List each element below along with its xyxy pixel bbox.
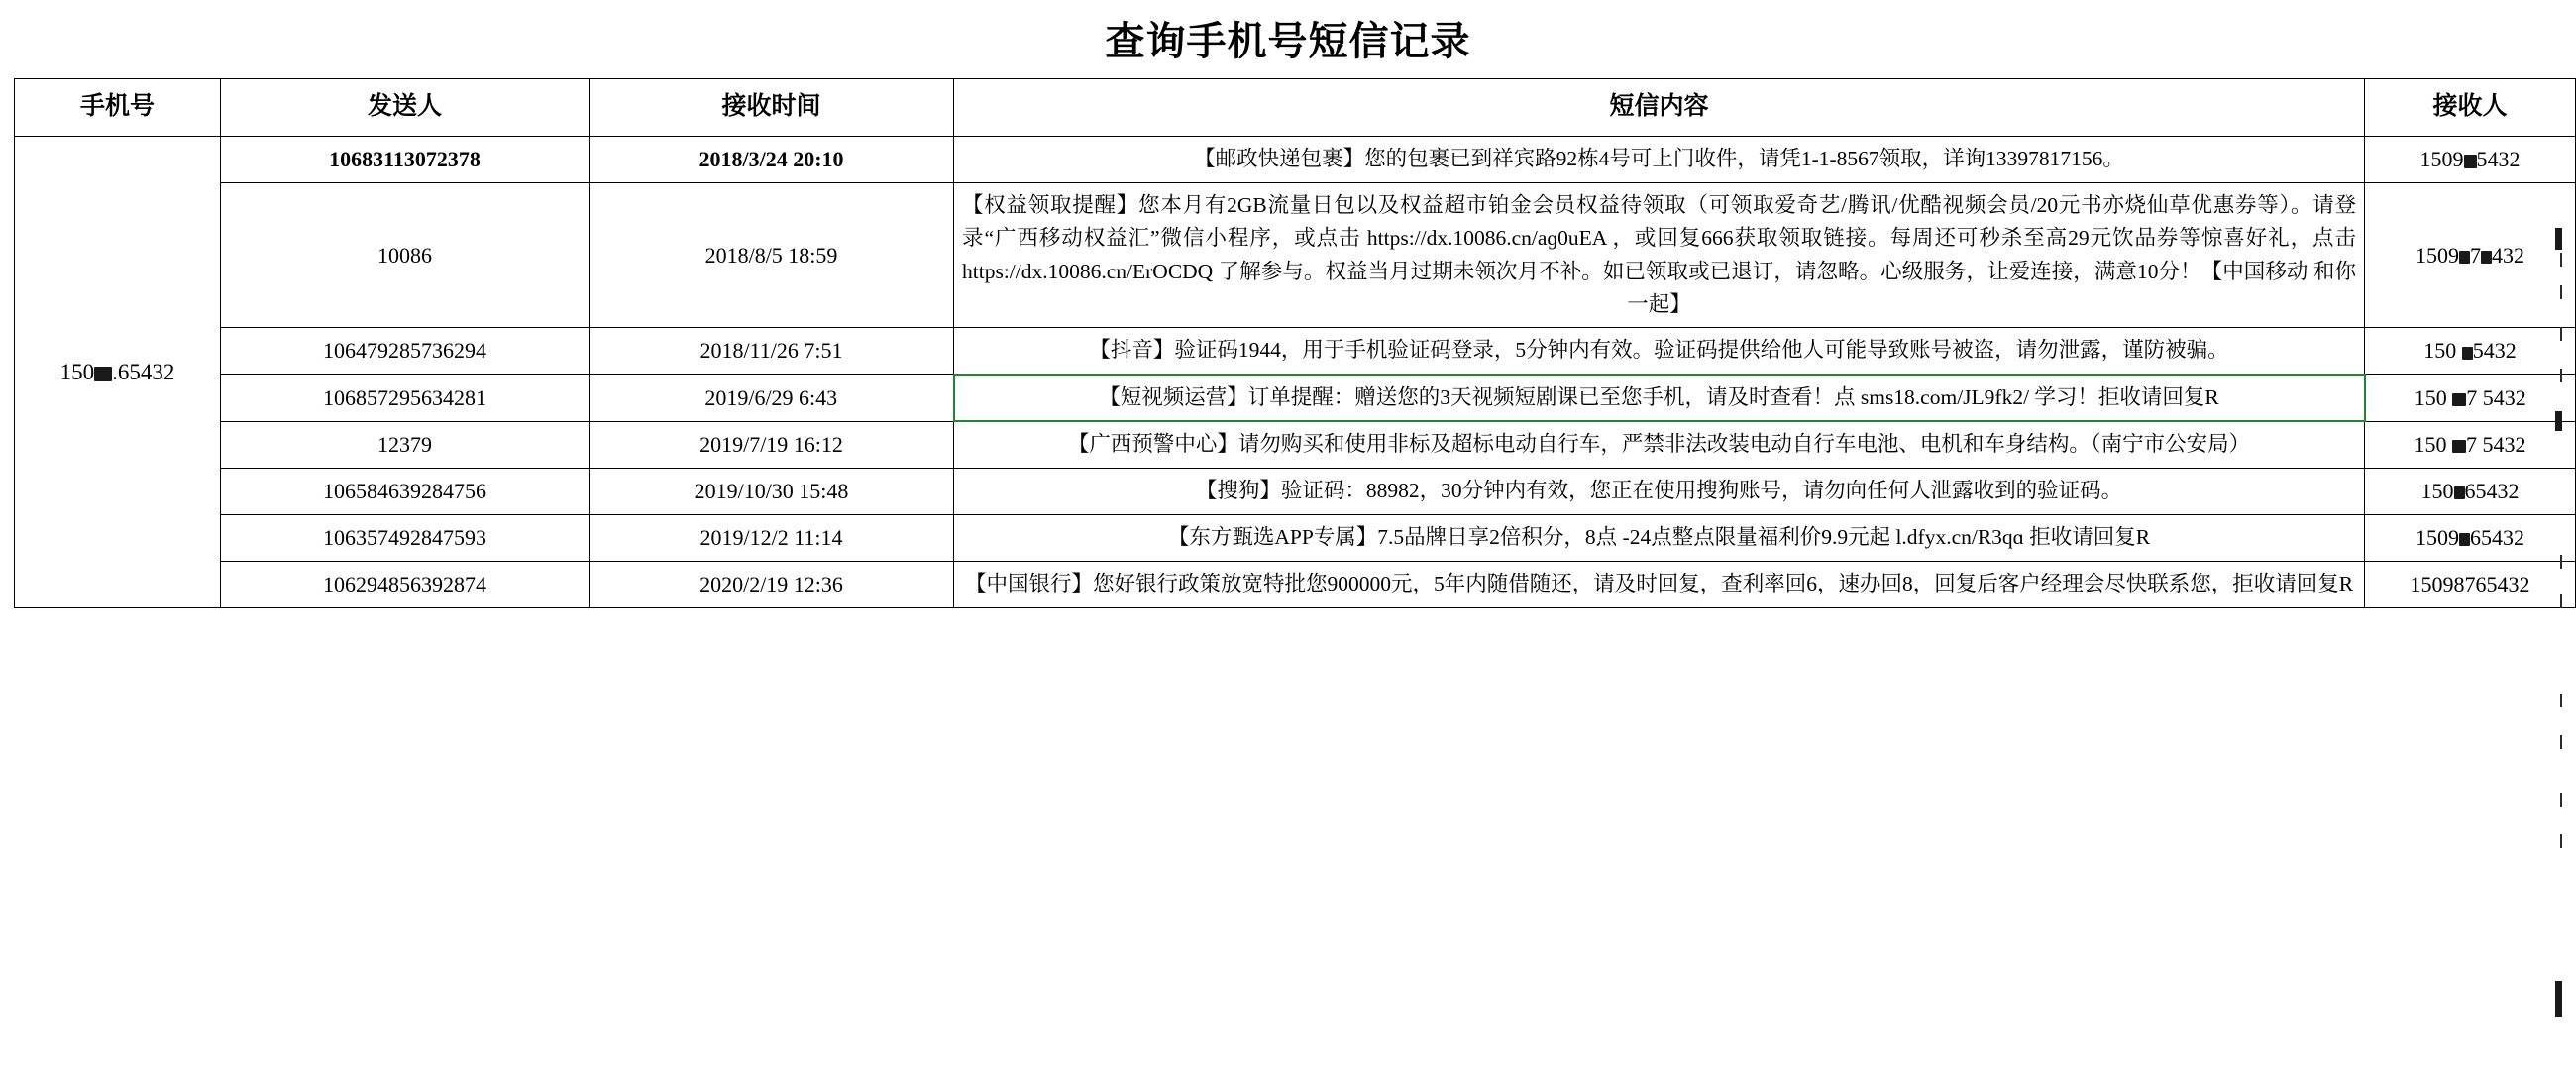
sender-cell: 10086	[221, 183, 590, 328]
time-cell: 2018/8/5 18:59	[590, 183, 954, 328]
sender-cell: 106857295634281	[221, 375, 590, 421]
receiver-cell	[2365, 375, 2576, 421]
redaction-block	[2462, 347, 2473, 360]
time-cell: 2019/7/19 16:12	[590, 421, 954, 468]
content-text: 【广西预警中心】请勿购买和使用非标及超标电动自行车，严禁非法改装电动自行车电池、电机和车身结构。（南宁市公安局）	[1067, 432, 2251, 457]
content-text: 【抖音】验证码1944，用于手机验证码登录，5分钟内有效。验证码提供给他人可能导致账号被盗，请勿泄露，谨防被骗。	[1089, 338, 2229, 363]
edge-white-artifact	[2552, 515, 2568, 549]
sender-cell: 106479285736294	[221, 328, 590, 375]
receiver-prefix: 15098765432	[2410, 572, 2530, 597]
time-cell: 2020/2/19 12:36	[590, 562, 954, 608]
redaction-block	[2481, 251, 2492, 264]
phone-number-cell	[15, 137, 221, 608]
receiver-prefix: 150	[2423, 338, 2457, 364]
receiver-cell	[2365, 468, 2576, 514]
column-header-phone: 手机号	[15, 79, 221, 137]
receiver-prefix: 1509	[2419, 147, 2464, 171]
receiver-suffix: 5432	[2482, 431, 2526, 457]
sender-cell: 106584639284756	[221, 468, 590, 514]
time-cell: 2019/6/29 6:43	[590, 375, 954, 421]
receiver-cell	[2365, 137, 2576, 183]
redaction-block	[2459, 251, 2470, 264]
redaction-block	[94, 367, 112, 381]
table-row	[15, 514, 2576, 561]
receiver-cell	[2365, 562, 2576, 608]
content-text: 【搜狗】验证码：88982，30分钟内有效，您正在使用搜狗账号，请勿向任何人泄露收到的验证码。	[1195, 479, 2123, 503]
phone-number-label	[60, 355, 175, 390]
content-text: 【中国银行】您好银行政策放宽特批您900000元，5年内随借随还，请及时回复，查利率回6，速办回8，回复后客户经理会尽快联系您，拒收请回复R	[964, 572, 2354, 596]
table-header-row	[15, 79, 2576, 137]
time-cell: 2018/3/24 20:10	[590, 137, 954, 183]
receiver-cell	[2365, 421, 2576, 468]
content-cell	[954, 421, 2365, 468]
time-cell: 2018/11/26 7:51	[590, 328, 954, 375]
receiver-mid: 7	[2470, 242, 2481, 268]
content-cell	[954, 137, 2365, 183]
content-cell	[954, 468, 2365, 514]
phone-dot: .	[112, 359, 118, 384]
receiver-suffix: 5432	[2482, 384, 2526, 410]
redaction-block	[2459, 533, 2470, 546]
edge-redaction-block	[2555, 981, 2562, 1017]
receiver-prefix: 1509	[2415, 524, 2459, 550]
column-header-content: 短信内容	[954, 79, 2365, 137]
content-text: 【权益领取提醒】您本月有2GB流量日包以及权益超市铂金会员权益待领取（可领取爱奇艺/腾讯/优酷视频会员/20元书亦烧仙草优惠券等）。请登录“广西移动权益汇”微信小程序，或点击 https://dx.10086.cn/aɡ0uEA ，或回复666获取领取链接。每周还可秒杀至高29元饮品券等惊喜好礼，点击 https://dx.10086.cn/ErOCDQ 了解参与。权益当月过期未领次月不补。如已领取或已退订，请忽略。心级服务，让爱连接，满意10分！【中国移动 和你一起】	[962, 193, 2356, 317]
receiver-mid: 7	[2466, 384, 2478, 410]
receiver-cell	[2365, 328, 2576, 375]
receiver-prefix: 150	[2414, 431, 2447, 457]
column-header-receiver: 接收人	[2365, 79, 2576, 137]
redaction-block	[2454, 486, 2465, 499]
phone-prefix: 150	[59, 359, 95, 384]
table-row	[15, 562, 2576, 608]
sms-records-table	[14, 78, 2576, 608]
table-row	[15, 137, 2576, 183]
redaction-block	[2464, 155, 2477, 168]
receiver-suffix: 65432	[2464, 478, 2520, 503]
edge-white-artifact	[2552, 892, 2568, 931]
table-row	[15, 375, 2576, 421]
receiver-suffix: 5432	[2476, 147, 2521, 171]
content-text: 【邮政快递包裹】您的包裹已到祥宾路92栋4号可上门收件，请凭1-1-8567领取，详询13397817156。	[1194, 147, 2124, 171]
column-header-time: 接收时间	[590, 79, 954, 137]
redaction-block	[2452, 393, 2466, 406]
redaction-block	[2452, 440, 2466, 453]
content-text: 【短视频运营】订单提醒：赠送您的3天视频短剧课已至您手机，请及时查看！点 sms18.com/JL9fk2/ 学习！拒收请回复R	[1099, 384, 2219, 409]
receiver-prefix: 150	[2414, 384, 2447, 410]
sender-cell: 10683113072378	[221, 137, 590, 183]
receiver-cell	[2365, 514, 2576, 561]
table-row	[15, 183, 2576, 328]
edge-redaction-block	[2555, 228, 2562, 250]
content-cell	[954, 514, 2365, 561]
receiver-mid: 7	[2466, 431, 2477, 457]
sender-cell: 106357492847593	[221, 514, 590, 561]
page-title: 查询手机号短信记录	[1105, 19, 1471, 63]
receiver-prefix: 1509	[2415, 242, 2459, 268]
sender-cell: 106294856392874	[221, 562, 590, 608]
sender-cell: 12379	[221, 421, 590, 468]
receiver-prefix: 150	[2420, 478, 2454, 503]
table-body	[15, 137, 2576, 608]
content-cell	[954, 375, 2365, 421]
table-row	[15, 421, 2576, 468]
time-cell: 2019/12/2 11:14	[590, 514, 954, 561]
column-header-sender: 发送人	[221, 79, 590, 137]
edge-redaction-block	[2555, 411, 2562, 431]
content-cell	[954, 562, 2365, 608]
content-text: 【东方甄选APP专属】7.5品牌日享2倍积分，8点 -24点整点限量福利价9.9元起 l.dfyx.cn/R3qɑ 拒收请回复R	[1167, 525, 2151, 550]
content-cell	[954, 183, 2365, 328]
receiver-suffix: 5432	[2472, 338, 2517, 364]
receiver-suffix: 65432	[2470, 524, 2524, 550]
table-row	[15, 328, 2576, 375]
table-row	[15, 468, 2576, 514]
time-cell: 2019/10/30 15:48	[590, 468, 954, 514]
content-cell	[954, 328, 2365, 375]
receiver-suffix: 432	[2492, 242, 2524, 268]
receiver-cell	[2365, 183, 2576, 328]
phone-suffix: 65432	[117, 359, 175, 384]
